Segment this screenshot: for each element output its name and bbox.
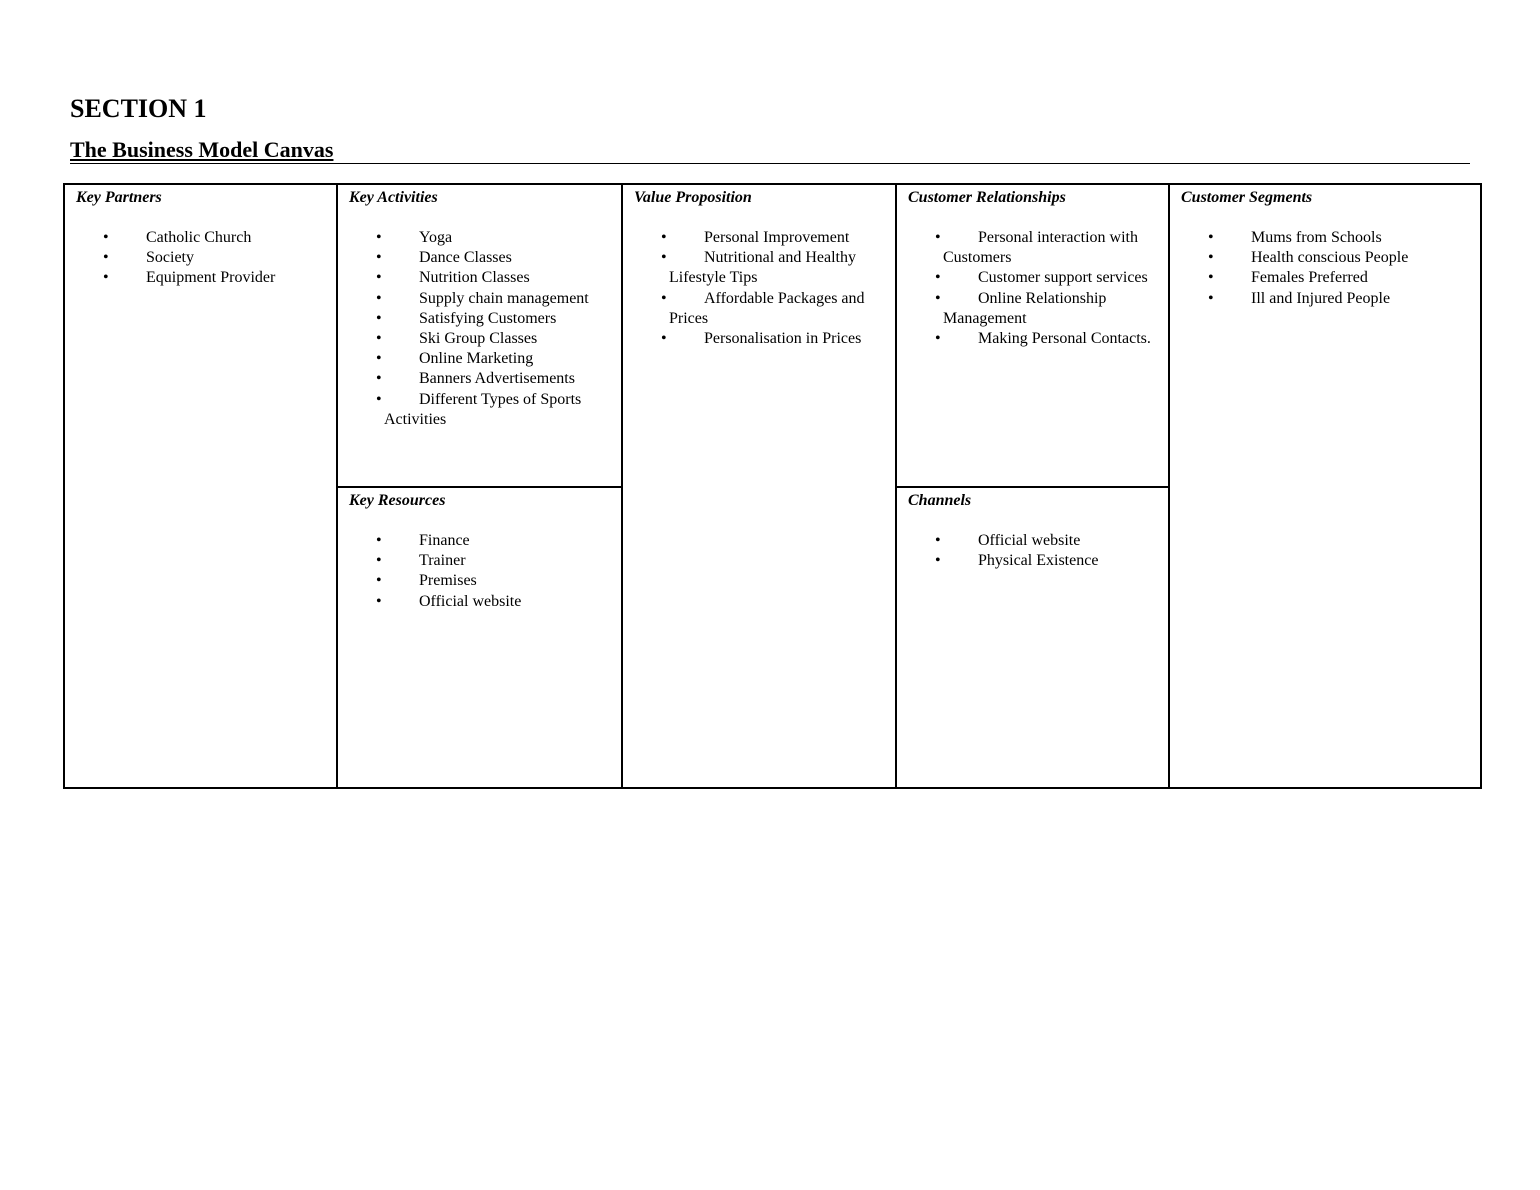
list-item: • Personal interaction with Customers [943, 228, 1158, 268]
list-item: • Official website [384, 592, 611, 612]
block-title: Channels [908, 492, 972, 509]
list-item: • Health conscious People [1216, 248, 1470, 268]
list-item: • Online Marketing [384, 349, 611, 369]
key-partners-block [65, 185, 336, 787]
section-heading: SECTION 1 [70, 94, 207, 123]
list-item: • Females Preferred [1216, 268, 1470, 288]
item-list [76, 228, 326, 289]
list-item: • Dance Classes [384, 248, 611, 268]
canvas-title: The Business Model Canvas [70, 137, 334, 162]
list-item: • Yoga [384, 228, 611, 248]
list-item: • Premises [384, 571, 611, 591]
list-item: • Customer support services [943, 268, 1158, 288]
block-title: Key Partners [76, 189, 162, 206]
list-item: • Ski Group Classes [384, 329, 611, 349]
list-item: • Affordable Packages and Prices [669, 289, 885, 329]
block-title: Customer Relationships [908, 189, 1066, 206]
list-item: • Physical Existence [943, 551, 1158, 571]
block-title: Key Resources [349, 492, 446, 509]
business-model-canvas [63, 183, 1482, 789]
list-item: • Satisfying Customers [384, 309, 611, 329]
item-list [634, 228, 885, 349]
key-resources-block [338, 488, 621, 787]
list-item: • Trainer [384, 551, 611, 571]
list-item: • Making Personal Contacts. [943, 329, 1158, 349]
list-item: • Equipment Provider [111, 268, 326, 288]
list-item: • Different Types of Sports Activities [384, 390, 611, 430]
canvas-title-row [70, 137, 1470, 164]
list-item: • Supply chain management [384, 289, 611, 309]
list-item: • Ill and Injured People [1216, 289, 1470, 309]
list-item: • Nutrition Classes [384, 268, 611, 288]
item-list [908, 531, 1158, 571]
customer-relationships-block [897, 185, 1168, 486]
list-item: • Personal Improvement [669, 228, 885, 248]
item-list [1181, 228, 1470, 309]
list-item: • Society [111, 248, 326, 268]
block-title: Customer Segments [1181, 189, 1313, 206]
value-proposition-block [623, 185, 895, 787]
list-item: • Banners Advertisements [384, 369, 611, 389]
item-list [349, 531, 611, 612]
block-title: Key Activities [349, 189, 438, 206]
list-item: • Nutritional and Healthy Lifestyle Tips [669, 248, 885, 288]
block-title: Value Proposition [634, 189, 752, 206]
list-item: • Official website [943, 531, 1158, 551]
list-item: • Personalisation in Prices [669, 329, 885, 349]
list-item: • Finance [384, 531, 611, 551]
channels-block [897, 488, 1168, 787]
item-list [908, 228, 1158, 349]
key-activities-block [338, 185, 621, 486]
customer-segments-block [1170, 185, 1480, 787]
list-item: • Online Relationship Management [943, 289, 1158, 329]
list-item: • Catholic Church [111, 228, 326, 248]
list-item: • Mums from Schools [1216, 228, 1470, 248]
item-list [349, 228, 611, 430]
